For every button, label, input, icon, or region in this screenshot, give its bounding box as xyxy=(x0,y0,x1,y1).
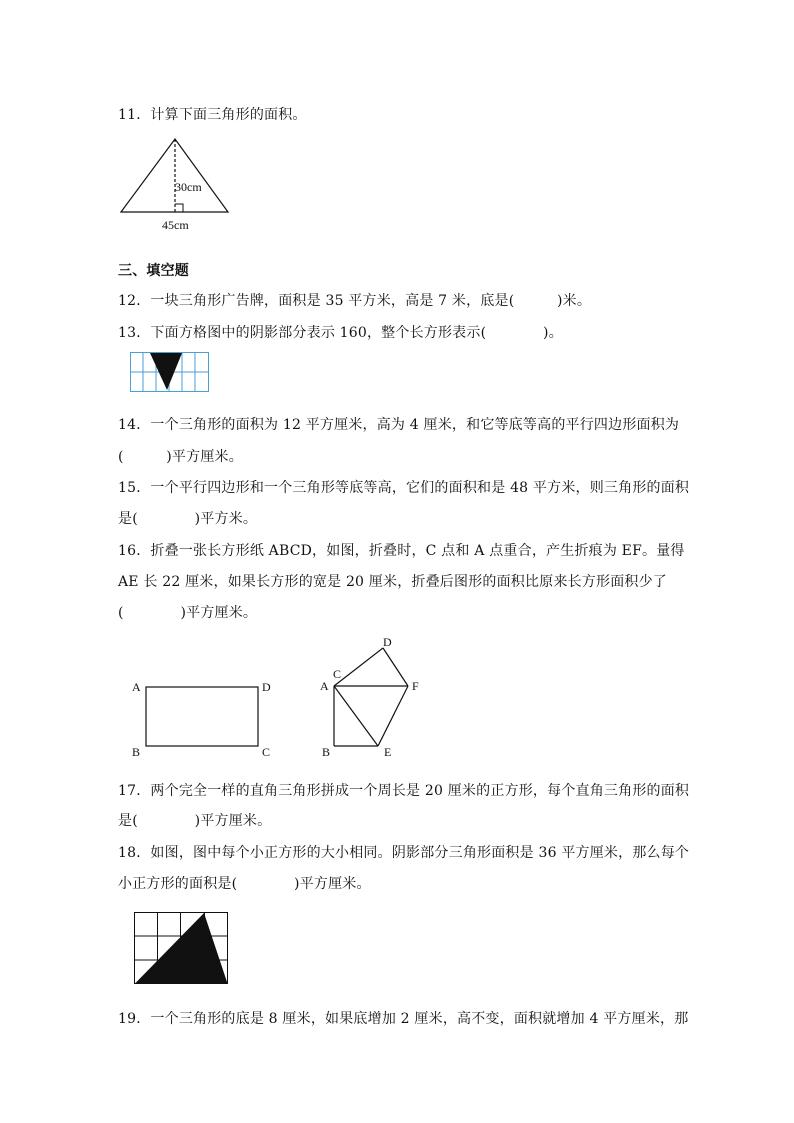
q11-text: 11．计算下面三角形的面积。 xyxy=(118,107,307,123)
q12-text: 12．一块三角形广告牌，面积是 35 平方米，高是 7 米，底是( )米。 xyxy=(118,293,592,309)
q16-line1: 16．折叠一张长方形纸 ABCD，如图，折叠时，C 点和 A 点重合，产生折痕为 EF。量得 xyxy=(118,543,685,559)
fold-label-c: C xyxy=(333,667,342,681)
q15-line2: 是( )平方米。 xyxy=(118,511,258,527)
q11-height-label: 30cm xyxy=(175,180,202,194)
fold-label-a: A xyxy=(320,679,329,693)
q18-grid-figure xyxy=(134,912,230,988)
section-title: 三、填空题 xyxy=(118,263,189,279)
q13-grid-figure xyxy=(130,352,210,394)
q17-line1: 17．两个完全一样的直角三角形拼成一个周长是 20 厘米的正方形，每个直角三角形的面积 xyxy=(118,783,690,799)
q16-line2: AE 长 22 厘米，如果长方形的宽是 20 厘米，折叠后图形的面积比原来长方形面积少了 xyxy=(118,574,668,590)
q11-base-label: 45cm xyxy=(162,218,189,232)
rect-label-a: A xyxy=(132,680,141,694)
q13-text: 13．下面方格图中的阴影部分表示 160，整个长方形表示( )。 xyxy=(118,325,563,341)
q17-line2: 是( )平方厘米。 xyxy=(118,813,272,829)
rect-label-d: D xyxy=(262,680,271,694)
q11-triangle-figure xyxy=(115,135,240,235)
q18-shaded-triangle xyxy=(135,913,228,984)
rect-label-b: B xyxy=(132,745,141,759)
q16-rectangle-figure xyxy=(128,674,288,764)
fold-label-b: B xyxy=(322,745,331,759)
q14-line2: ( )平方厘米。 xyxy=(118,449,243,465)
q14-line1: 14．一个三角形的面积为 12 平方厘米，高为 4 厘米，和它等底等高的平行四边形面积为 xyxy=(118,417,680,433)
fold-label-f: F xyxy=(412,679,419,693)
q19-line1: 19．一个三角形的底是 8 厘米，如果底增加 2 厘米，高不变，面积就增加 4 平方厘米，那 xyxy=(118,1011,689,1027)
q16-folded-figure xyxy=(318,634,428,764)
q16-line3: ( )平方厘米。 xyxy=(118,605,258,621)
q15-line1: 15．一个平行四边形和一个三角形等底等高，它们的面积和是 48 平方米，则三角形的面积 xyxy=(118,480,690,496)
fold-label-d: D xyxy=(383,635,392,649)
q18-line2: 小正方形的面积是( )平方厘米。 xyxy=(118,876,371,892)
q18-line1: 18．如图，图中每个小正方形的大小相同。阴影部分三角形面积是 36 平方厘米，那么每个 xyxy=(118,845,690,861)
fold-label-e: E xyxy=(384,745,392,759)
rect-label-c: C xyxy=(262,745,271,759)
